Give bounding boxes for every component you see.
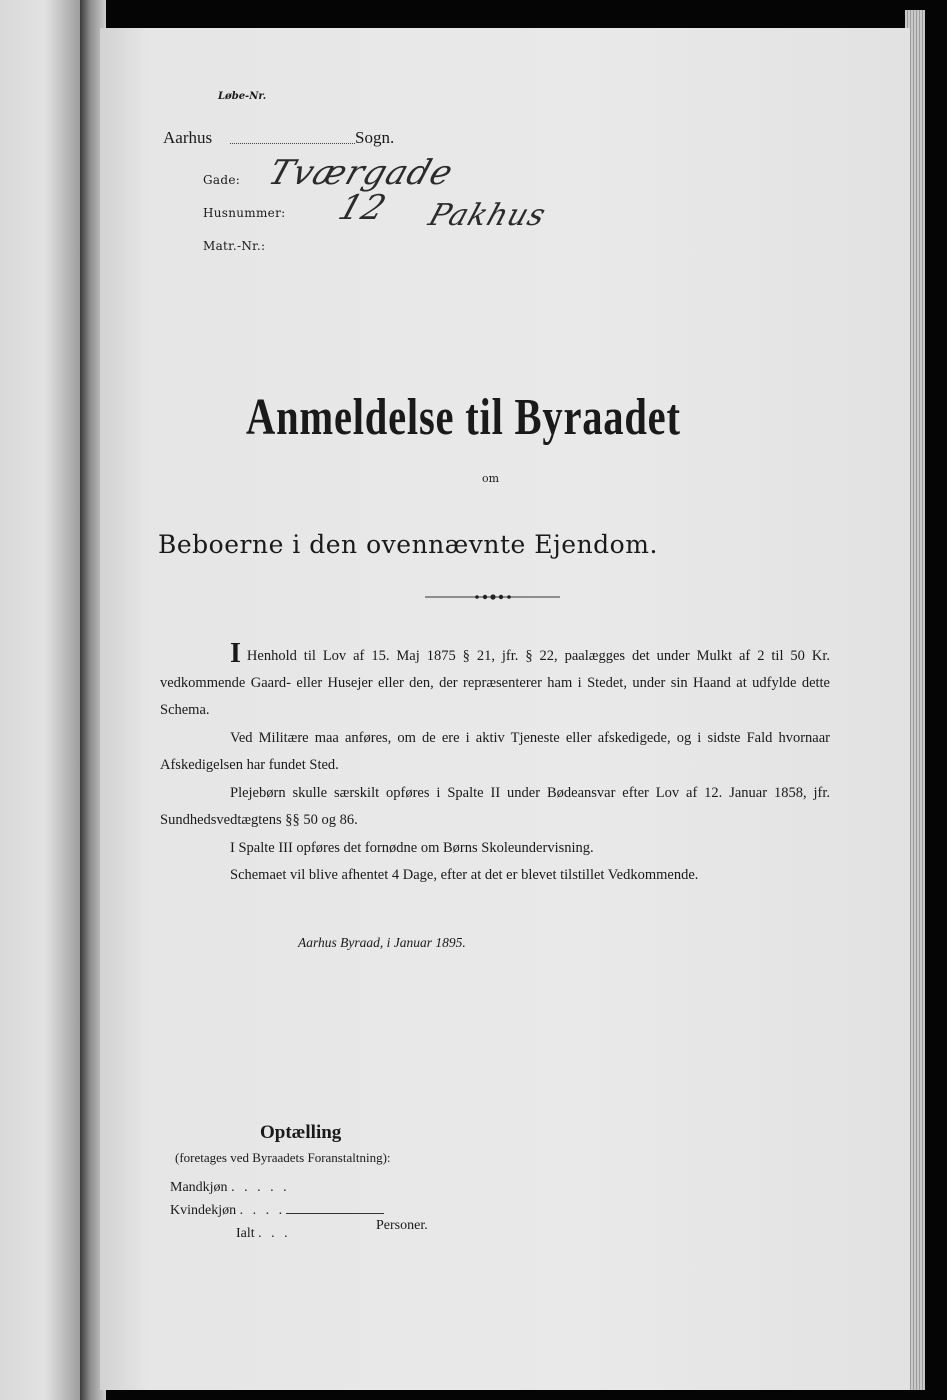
male-dots: . . . . . [231,1180,290,1195]
document-page [100,28,910,1390]
house-note-handwritten: Pakhus [424,198,551,233]
paragraph-law-text: Henhold til Lov af 15. Maj 1875 § 21, jfr. § 22, paalægges det under Mulkt af 2 til 50 Kr. vedkommende Gaard- eller Husejer eller den, der repræsenterer ham i Stedet, under sin Haand at udfylde dette Schema. [160,648,830,718]
parish-dotted-line [230,143,355,144]
left-page-edge [0,0,82,1400]
total-label-text: Ialt [236,1226,255,1241]
total-dots: . . . [258,1226,291,1241]
parish-name: Aarhus [163,128,213,147]
paragraph-collection: Schemaet vil blive afhentet 4 Dage, efter at det er blevet tilstillet Vedkommende. [230,867,699,883]
female-label [170,1203,285,1219]
persons-label: Personer. [376,1218,428,1233]
total-label [236,1226,291,1242]
paragraph-foster-children: Plejebørn skulle særskilt opføres i Spalte II under Bødeansvar efter Lov af 12. Januar 1858, jfr. Sundhedsvedtægtens §§ 50 og 86. [160,785,830,828]
ornament-divider [425,591,560,603]
street-value-handwritten: Tværgade [263,153,459,193]
street-label: Gade: [203,173,241,187]
signature-line: Aarhus Byraad, i Januar 1895. [298,935,466,950]
male-label [170,1180,290,1196]
parish-suffix: Sogn. [355,128,395,147]
male-label-text: Mandkjøn [170,1180,228,1195]
count-note: (foretages ved Byraadets Foranstaltning): [175,1150,391,1165]
title-connector: om [482,472,500,485]
female-dots: . . . . [239,1203,286,1218]
female-label-text: Kvindekjøn [170,1203,237,1218]
page-subtitle: Beboerne i den ovennævnte Ejendom. [158,530,658,559]
lobe-nr-label: Løbe-Nr. [218,91,267,102]
sum-rule [286,1213,384,1214]
matr-label: Matr.-Nr.: [203,239,266,253]
house-number-label: Husnummer: [203,206,286,220]
page-title: Anmeldelse til Byraadet [246,389,681,446]
paragraph-law [160,640,830,724]
paragraph-military: Ved Militære maa anføres, om de ere i aktiv Tjeneste eller afskedigede, og i sidste Fald hvornaar Afskedigelsen har fundet Sted. [160,730,830,773]
count-heading: Optælling [260,1122,342,1143]
dropcap: I [230,638,241,669]
house-number-handwritten: 12 [333,188,392,228]
paragraph-schooling: I Spalte III opføres det fornødne om Børns Skoleundervisning. [230,840,594,856]
